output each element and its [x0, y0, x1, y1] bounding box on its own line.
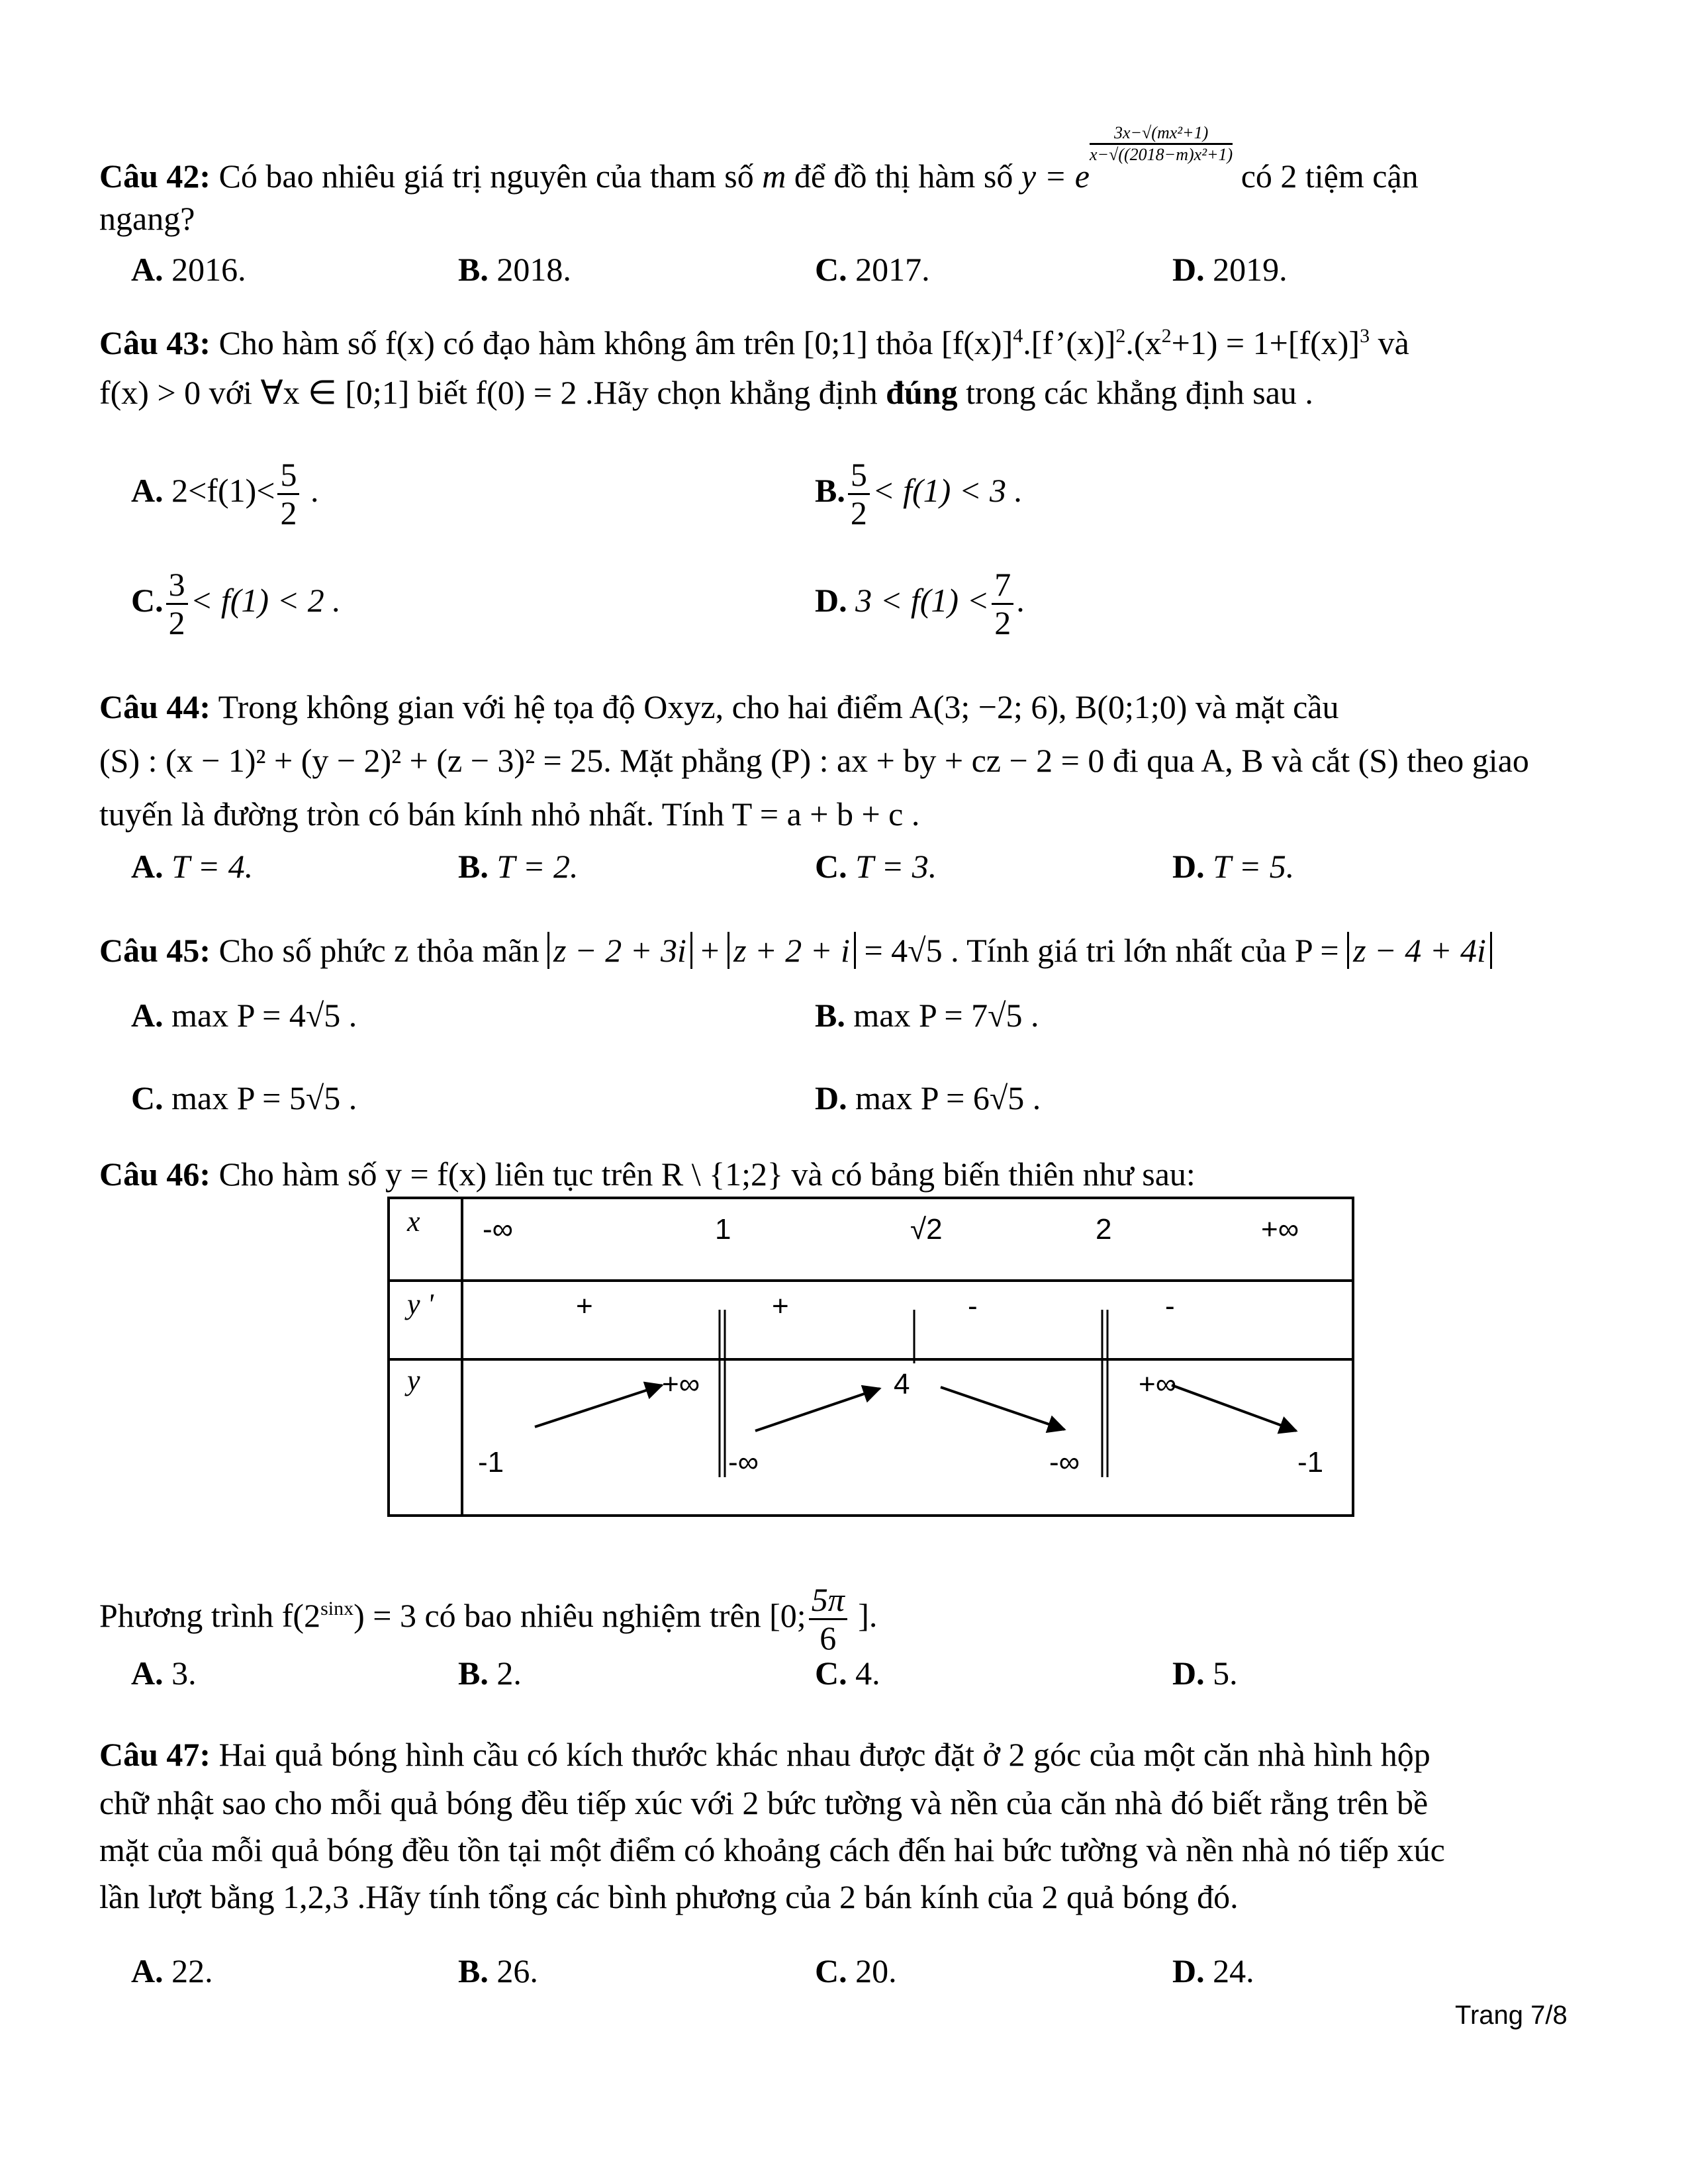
y-value: +∞	[662, 1368, 700, 1400]
q45-label: Câu 45:	[99, 932, 211, 969]
q47-label: Câu 47:	[99, 1736, 211, 1773]
q43-stem-cont: f(x) > 0 với ∀x ∈ [0;1] biết f(0) = 2 .Hãy chọn khẳng định đúng trong các khẳng định sau .	[99, 374, 1313, 411]
q43-stem: Câu 43: Cho hàm số f(x) có đạo hàm không âm trên [0;1] thỏa $[f(x)]^4.[f’(x)]^2.(x^2+1) = 1+[f(x)]^3$ và	[99, 324, 1409, 361]
page-number: Trang 7/8	[1455, 2001, 1568, 2030]
q42-exponent: $\frac{\text{3x−√(mx²+1)}}{\text{x−√((2018−m)x²+1)}}$	[1090, 123, 1233, 164]
q46-option-b[interactable]: B. 2.	[458, 1655, 522, 1692]
sign: -	[1165, 1290, 1175, 1322]
q47-option-b[interactable]: B. 26.	[458, 1952, 538, 1989]
x-value: 2	[1096, 1213, 1112, 1246]
q44-option-b[interactable]: B. T = 2.	[458, 848, 579, 885]
row-label-y: y	[407, 1364, 420, 1396]
row-label-x: x	[407, 1205, 420, 1238]
row-label-yprime: y '	[407, 1288, 434, 1320]
q46-stem: Câu 46: Cho hàm số y = f(x) liên tục trên R \ {1;2} và có bảng biến thiên như sau:	[99, 1156, 1196, 1193]
q47-option-d[interactable]: D. 24.	[1172, 1952, 1254, 1989]
table-grid	[389, 1198, 1353, 1516]
sign: -	[968, 1290, 978, 1322]
arrow-up	[755, 1388, 880, 1431]
q45-option-c[interactable]: C. max P = 5√5 .	[131, 1079, 357, 1116]
q47-option-a[interactable]: A. 22.	[131, 1952, 213, 1989]
x-value: √2	[910, 1213, 943, 1246]
q45-option-d[interactable]: D. max P = 6√5 .	[815, 1079, 1041, 1116]
y-value: -∞	[1049, 1446, 1080, 1479]
q45-option-b[interactable]: B. max P = 7√5 .	[815, 997, 1039, 1034]
q45-option-a[interactable]: A. max P = 4√5 .	[131, 997, 357, 1034]
x-value: +∞	[1261, 1213, 1299, 1246]
q44-option-c[interactable]: C. T = 3.	[815, 848, 937, 885]
q43-option-a[interactable]: A. 2<f(1)< $\frac{5}{2}$ .	[131, 456, 319, 531]
q42-stem-cont: ngang?	[99, 200, 195, 237]
y-value: -1	[478, 1446, 504, 1479]
q42-stem: Câu 42: Có bao nhiêu giá trị nguyên của tham số m để đồ thị hàm số y = e $\frac{\text{3x−√(mx²+1)}}{\text{x−√((2018−m)x²+1)}}$ có 2 tiệm cận	[99, 123, 1419, 195]
q43-label: Câu 43:	[99, 324, 211, 361]
y-value: -1	[1297, 1446, 1324, 1479]
q43-option-c[interactable]: C. $\frac{3}{2}$ < f(1) < 2 .	[131, 566, 341, 641]
y-value: 4	[894, 1368, 910, 1400]
q44-stem-3: tuyến là đường tròn có bán kính nhỏ nhất. Tính T = a + b + c .	[99, 796, 920, 833]
arrow-up	[535, 1385, 662, 1427]
q43-option-b[interactable]: B. $\frac{5}{2}$ < f(1) < 3 .	[815, 456, 1023, 531]
q46-option-a[interactable]: A. 3.	[131, 1655, 197, 1692]
q44-label: Câu 44:	[99, 688, 211, 725]
q43-option-d[interactable]: D. 3 < f(1) < $\frac{7}{2}$ .	[815, 566, 1025, 641]
q44-stem: Câu 44: Trong không gian với hệ tọa độ Oxyz, cho hai điểm A(3; −2; 6), B(0;1;0) và mặt cầu	[99, 688, 1339, 725]
q47-stem-2: chữ nhật sao cho mỗi quả bóng đều tiếp xúc với 2 bức tường và nền của căn nhà đó biết rằng trên bề	[99, 1784, 1429, 1821]
q47-stem: Câu 47: Hai quả bóng hình cầu có kích thước khác nhau được đặt ở 2 góc của một căn nhà hình hộp	[99, 1736, 1430, 1773]
sign: +	[576, 1290, 593, 1322]
q47-option-c[interactable]: C. 20.	[815, 1952, 897, 1989]
q42-label: Câu 42:	[99, 157, 211, 195]
q44-stem-2: (S) : (x − 1)² + (y − 2)² + (z − 3)² = 25. Mặt phẳng (P) : ax + by + cz − 2 = 0 đi qua A, B và cắt (S) theo giao	[99, 742, 1529, 779]
q46-option-c[interactable]: C. 4.	[815, 1655, 880, 1692]
x-value: -∞	[483, 1213, 514, 1246]
y-value: +∞	[1139, 1368, 1177, 1400]
q45-stem: Câu 45: Cho số phức z thỏa mãn z − 2 + 3i + z + 2 + i = 4√5 . Tính giá tri lớn nhất của P = z − 4 + 4i	[99, 934, 1492, 967]
q42-option-c[interactable]: C. 2017.	[815, 251, 930, 288]
q47-stem-3: mặt của mỗi quả bóng đều tồn tại một điểm có khoảng cách đến hai bức tường và nền nhà nó tiếp xúc	[99, 1831, 1445, 1868]
q42-option-a[interactable]: A. 2016.	[131, 251, 246, 288]
q46-option-d[interactable]: D. 5.	[1172, 1655, 1238, 1692]
q44-option-a[interactable]: A. T = 4.	[131, 848, 254, 885]
q47-stem-4: lần lượt bằng 1,2,3 .Hãy tính tổng các bình phương của 2 bán kính của 2 quả bóng đó.	[99, 1878, 1239, 1915]
q42-option-d[interactable]: D. 2019.	[1172, 251, 1288, 288]
q44-option-d[interactable]: D. T = 5.	[1172, 848, 1295, 885]
q46-equation: Phương trình $f(2^{sinx}) = 3$ có bao nhiêu nghiệm trên [0; $\frac{5\pi}{6}$ ].	[99, 1581, 878, 1657]
q42-option-b[interactable]: B. 2018.	[458, 251, 571, 288]
x-value: 1	[715, 1213, 731, 1246]
arrow-down	[1172, 1385, 1296, 1431]
y-value: -∞	[728, 1446, 759, 1479]
q46-label: Câu 46:	[99, 1156, 211, 1193]
sign: +	[772, 1290, 789, 1322]
arrow-down	[941, 1387, 1064, 1430]
